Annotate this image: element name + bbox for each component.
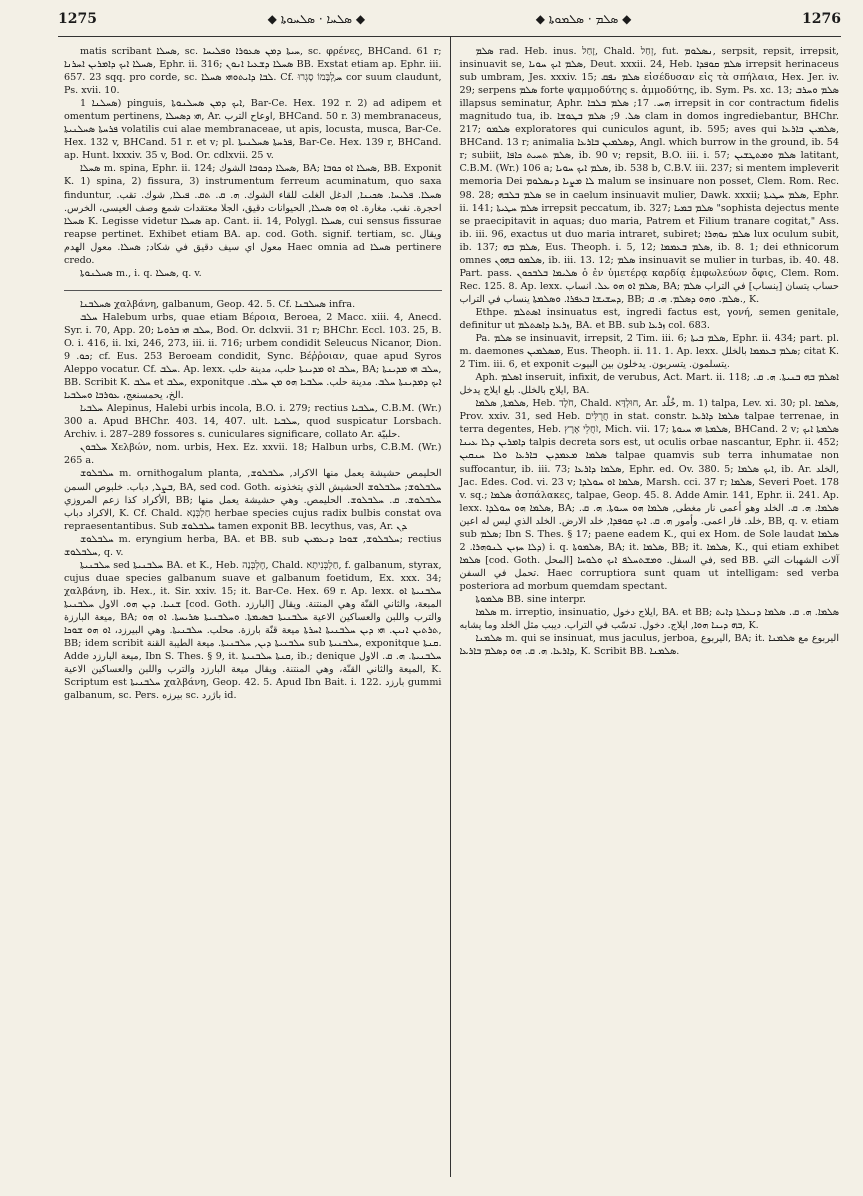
dictionary-entry: ܣܠܡܬܐ, ܣܠܡܐ, Heb. חֹלֶד, Chald. חוּלְדָּא, Ar. خُلْد, m. 1) talpa, Lev. xi. 30; pl. ܣܠܡܐ, Prov. xxiv. 31, sed Heb. חֲרֻלִּים in stat. constr. ܣܠܡܐ ܕܐܪܥܐ talpae terrenae, in terra degentes, Heb. זֹחֲלֵי אֶרֶץ, Mich. vii. 17; ܣܠܡܬܐ ܗܝ ܚܝܘܬܐ, BHCand. 2 v; ܣܠܡܬܐ ܐܝܟ ܕܐܡܪܝܢ ܕܠܐ ܥܝܢܐ talpis decreta sors est, ut oculis orbae nascantur, Ephr. ii. 452; ܣܠܡܐ ܡܥܡܕܝܢ ܒܐܪܥܐ ܘܠܐ ܚܢܩܝܢ talpae quamvis sub terra inhumatae non suffocantur, ib. iii. 73; ܣܠܡܐ ܕܐܪܥܐ, Ephr. ed. Ov. 380. 5; ܐܝܟ ܣܠܡܐ, ib. Ar. الخلد, Jac. Edes. Cod. vi. 23 v; ܣܠܡܐ ܐܘ ܚܘܠܕܐ, Marsh. cci. 37 r; ܣܠܡܐ, Severi Poet. 178 v. sq.; ܣܠܡܐ ἀσπάλακες, talpae, Geop. 45. 8. Adde Amir. 141, Ephr. ii. 241. Ap. lexx. ܣܠܡܐ ܗܘ ܚܘܠܕܐ, BA; ܣܠܡܐ. ܗ. ܩ. الخلد وهو أعمى نار مغطى, ܣܠܡܐ ܗܘ ܚܝܘܬܐ. ܗ. ܩ. خلد. فار اعمى. وأمور ܗ. ܩ. ܐܝܟ ܩܘܦܕܐ, خلد الارض. الخلد الذي ليس له اعين, BB, q. v. etiam sub ܣܠܡ; Ibn S. Thes. § 17; paene eadem K., qui ex Hom. de Sole laudat ܣܠܡܐ ܕܠܐ ܚܙܝܢ ܠܢܘܗܪܐ. 2) i. q. ܣܠܡܘܬܐ, BA; it. ܣܠܡܐ, BB; it. ܣܠܡܐ, K., qui etiam exhibet ܣܠܡܐ [cod. Goth. المحل] في السفل. ܘܡܫܬܚܠܦ ܐܝܟ ܘܠܘܚܐ, sed BB. آلات الشهبات التي تحمل في السفن. Haec corruptiora sunt quam ut intelligam: sed verba posteriora ad morbum quemdam spectant. [459, 398, 840, 592]
right-running-head: ◆ ܣܠܡ · ܣܠܡܘܬܐ ◆ [535, 11, 632, 26]
dictionary-entry: ܣܠܡܐ m. irreptio, insinuatio, ايلاج دخول, BA. et BB; ܣܠܡܐ. ܗ. ܩ. ܣܠܡܐ ܕܢܥܠܬܐ ܕܐܝܬ ܒܗ ܕܝܢܐ ܗܘܐ, ايلاج. دخول. تدسّب في التراب. ديبب مثل الخلد وما يشابه, K. [459, 607, 840, 632]
dictionary-entry: ܣܠܡܘܬܐ BB. sine interpr. [475, 593, 586, 605]
dictionary-entry: ܣܠܡ rad. Heb. inus. זָחַל, Chald. זְחַל, fut. ܢܣܠܘܡ, serpsit, repsit, irrepsit, insinuavit se, ܣܠܡ ܐܝܟ ܚܘܝܐ, Deut. xxxii. 24, Heb. ܣܠܡ ܩܘܦܕܐ irrepsit herinaceus sub umbram, Jes. xxxiv. 15; ܣܠܡ ܢܦܩ εἰσέδυσαν εἰς τὰ σπήλαια, Hex. Jer. iv. 29; serpens ܣܠܡ forte ψαμμοδύτης s. ἀμμοδύτης, ib. Sym. Ps. xc. 13; ܣܠܡ ܘܚܪܒ illapsus seminatur, Aphr. ܗܚ. 17; ܣܠܡ ܒܠܒܐ irrepsit in cor contractum fidelis magnitudo tua, ib. ܣܠ. 9; ܣܠܡ ܒܛܘܫܐ clam in domos ingrediebantur, BHChr. 217; ܣܠܡܘ exploratores qui cuniculos agunt, ib. 595; aves qui ܣܠܡܝܢ ܒܐܪܥܐ, BHCand. 13 r; animalia ܕܣܠܡܝܢ ܒܐܪܥܐ, Angl. which burrow in the ground, ib. 54 r; subiit, ܣܠܡ ܬܚܝܬ ܟܐܦܐ, ib. 90 v; repsit, B.O. iii. i. 57; ܣܠܡ ܘܡܬܛܫܝܢ latitant, C.B.M. (Wr.) 106 a; ܣܠܡ ܐܝܟ ܚܘܝܐ, ib. 538 b, C.B.V. iii. 237; si mentem impleverit memoria Dei ܠܐ ܡܨܝܐ ܕܢܣܠܘܡ malum se insinuare non posset, Clem. Rom. Rec. 98. 28; ܣܠܡ ܒܠܒܗ se in caelum insinuavit mulier, Dawk. xxxii; ܣܠܡ ܚܛܝܬܐ, Ephr. ii. 141; ܣܠܡ ܚܛܝܬܐ irrepsit peccatum, ib. 327; ܣܠܡ ܒܡܝܐ "sophista dejectus mente se praecipitavit in aquas; duo maria, Patrem et Filium tranare cogitat," Ass. ib. iii. 96, exactus ut duo maria intraret, subiret; ܣܠܡ ܢܘܗܪܐ lux oculum subit, ib. 137; ܣܠܡ ܒܗ, Eus. Theoph. i. 5, 12; ܣܠܡ ܒܥܡܡܐ, ib. 8. 1; dei ethnicorum omnes ܣܠܡܘ ܒܗܘܢ, ib. iii. 13. 12; ܣܠܡ insinuavit se mulier in turbas, ib. 40. 48. Part. pass. ܣܠܝܡܐ ܒܠܒܟܘܢ ὁ ἐν ὑμετέρᾳ καρδίᾳ ἐμφωλεύων ὄφις, Clem. Rom. Rec. 125. 8. Ap. lexx. ܣܠܡ ܐܘ ܗܘ ܥܠ. انساب, BA; حساب يتسان [ينساب] في التراب ܣܠܡ ܕܚܫܝܫܐ ܒܥܦܪܐ. ܘܣܠܡܬܐ ينساب في التراب, BB; ܣܠܡ. ܘܗܘ ܕܣܠܡ. ܗ. ܩ., K. [459, 46, 840, 305]
dictionary-entry: ܣܚܠܐ m. spina, Ephr. ii. 124; ܣܚܠܐ ܕܟܘܒܐ الشوك, BA; ܣܚܠܐ ܐܘ ܟܘܒܐ, BB. Exponit K. 1) spina, 2) fissura, 3) instrumentum ferreum acuminatum, quo saxa finduntur, ܣܚܠܐ. ܦܠܝܚܐ. ܣܟܝܢܐ, الدغل الغلت للقاء الشوك. ܗ. ܩ. ܬܩ. ܦܝܠܐ, شوك. تقب. احجرة. نقب. مغارة. ܐܘ ܗܘ ܣܚܠܐ, الحيوانات دقيق، الجلا معتقدات شمع وصف العيسى، الخرس. ܣܚܠܐ K. Legisse videtur ܣܚܠܐ ap. Cant. ii. 14, Polygl. ܣܚܠܐ, cui sensus fissurae reapse pertinet. Exhibet etiam BA. ap. cod. Goth. signif. tertiam, sc. ويقال معول اي سيف دقيق في شكاد; ܣܚܠܐ. معول الهدم Haec omnia ad ܣܚܠܐ pertinere credo. [64, 163, 442, 266]
right-column [450, 37, 842, 1177]
dictionary-entry: ܣܠܡܢܐ m. qui se insinuat, mus jaculus, jerboa, اليربوع, BA; it. اليربوع مع ܣܠܡܢܐ ܕܐܪܥܐ. ܗ. ܩ. ܗܘ ܕܣܠܡ ܒܐܪܥܐ, K. Scribit BB. ܣܠܡܢܐ. [459, 633, 839, 658]
dictionary-entry: ܚܠܒܝܐ Alepinus, Halebi urbis incola, B.O. i. 279; rectius ܚܠܒܝܐ, C.B.M. (Wr.) 300 a. Apud BHChr. 403. 14, 407. ult. ܚܠܒܝܐ, quod suspicatur Lorsbach. Archiv. i. 287–289 fossores s. cuniculares significare, collato Ar. حلبيّة. [64, 403, 442, 441]
dictionary-entry: Pa. ܣܠܡ se insinuavit, irrepsit, 2 Tim. iii. 6; ܣܠܡ ܒܝܬܐ, Ephr. ii. 434; part. pl. m. daemones ܡܣܠܡܝܢ, Eus. Theoph. ii. 11. 1. Ap. lexx. ܣܠܡ ܒܥܡܡܐ بالخلل; citat K. 2 Tim. iii. 6, et exponit يتسلمون. يتسربون. يدخلون بين البيوت. [459, 333, 840, 371]
left-column [58, 37, 450, 1177]
dictionary-entry: Ethpe. ܐܣܬܠܡ insinuatus est, ingredi factus est, γονή, semen genitale, definitur ut ܙܪܥܐ ܕܐܣܬܠܡ, BA. et BB. sub ܙܪܥܐ col. 683. [459, 306, 839, 331]
dictionary-entry: matis scribant ܣܚܠܐ, sc. ܚܝܬܐ ܕܡܢ ܣܥܘܪܐ ܘܦܠܝܚܐ, sc. φρένες, BHCand. 61 r; ܣܚܠܐ ܐܝܟ ܕܐܡܪܝܢ ܐܚܪܢܐ, Ephr. ii. 316; ܣܚܠܐ ܕܫܥܝܐ ܐܢܘܢ BB. Exstat etiam ap. Ephr. iii. 657. 23 sqq. pro corde, sc. ܠܒܐ ܕܐܝܬܘܗܝ ܣܚܠܐ. Cf. ܚֶלְבָּמוֹ סָגְרוּ cor suum claudunt, Ps. xvii. 10. [64, 46, 442, 97]
dictionary-entry: ܚܠܒܢܝܬܐ sed ܚܠܒܢܝܬܐ BA. et K., Heb. חֶלְבְּנָה, Chald. חַלְבְּנִיתָא, f. galbanum, styrax, cujus duae species galbanum suave et galbanum foetidum, Ex. xxx. 34; χαλβάνη, ib. Hex., it. Sir. xxiv. 15; it. Bar-Ce. Hex. 69 r. Ap. lexx. ܚܠܒܢܝܬܐ ܐܘ ܫܢܝܐ. ܕܝܢ ܗܘ. الاول ܚܠܒܢܝܬܐ [cod. Goth. البارزد] المبعة، والثاني القنّة وهي المنتنة. ويقال ميعة البارزة, BA; والترب واللبن والعساكين الاعية ܚܠܒܢܝܬܐ ܒܣܝܡܬܐ. ܘܚܠܒܢܝܬܐ ܣܪܝܚܬܐ. ܐܘ ܗܘ ܬܪܬܝܢ ܐܢܝܢ. ܗܝ ܕܝܢ ܚܠܒܢܝܬܐ ܐܚܪܬܐ ميعة قنّة بارزة. محلب. ܚܠܒܢܝܬܐ. وهي البيرزد، ܐܘ ܗܘ ܫܘܟܐ, BB; idem scribit ܚܠܒܢܝܬܐ ܕܝܢ, ܚܠܒܢܝܬܐ. ميعة الطيبة القنة sub ܚܠܒܢܝܬܐ, exponitque ܩܢܬܐ. Adde ميعة البارزد, Ibn S. Thes. § 9, it. ܩܢܬܐ ܚܠܒܢܝܬܐ, ib.; denique ܚܠܒܢܝܬܐ. ܗ. ܩ. الاول الميعة والثاني القنّة، وهي المنتنة. ويقال ميعة البارزد والترب واللبن والعساكين الاعية, K. Scriptum est ܚܠܒܢܝܬܐ χαλβάνη, Geop. 42. 5. Apud Ibn Bait. i. 122. بارزد gummi galbanum, sc. Pers. بيرزه sc. باژرد id. [64, 559, 442, 702]
dictionary-entry: ܚܠܒܠܘܫ m. eryngium herba, BA. et BB. sub ܚܠܒܠܘܫ, ܫܘܟܐ ܕܢܥܡܝܢ; rectius ܚܠܒܠܘܫ, q. v. [64, 533, 442, 558]
left-page-number: 1275 [58, 11, 97, 27]
dictionary-entry: ܣܚܠܒܢܐ χαλβάνη, galbanum, Geop. 42. 5. Cf. ܣܚܠܒܢܐ infra. [64, 290, 442, 311]
dictionary-entry: ܚܠܒ Halebum urbs, quae etiam Βέροια, Beroea, 2 Macc. xiii. 4, Anecd. Syr. i. 70, App. 20; ܚܠܒ ܗܝ ܒܪܘܝܐ, Bod. Or. dclxvii. 31 r; BHChr. Eccl. 103. 25, B. O. i. 416, ii. lxi, 246, 273, iii. ii. 716; urbem condidit Seleucus Nicanor, Dion. ܟܘ. 9; cf. Eus. 253 Beroeam condidit, Sync. Βέῤῥοιαν, quae apud Syros Aleppo vocatur. Cf. ܚܠܒ. Ap. lexx. ܚܠܒ ܐܘ ܡܕܝܢܬܐ حلب، مدينة حلب, BA; ܚܠܒ ܗܝ ܡܕܝܢܬܐ, BB. Scribit K. ܚܠܒ et ܚܠܒ, exponitque ܐܝܟ ܕܡܕܝܢܬܐ ܚܠܒ. مدينة حلب. ܚܠܒܝܐ ܗܘ ܡܢ ܚܠܒ. الخ، يحمسنعج، ܥܘܪܒܐ ܘܚܠܒܝܐ. [64, 311, 442, 402]
dictionary-entry: ܚܠܒܠܘܫ m. ornithogalum planta, الحليمص حشيشة يعمل منها الاكراد, ܚܠܒܠܘܫ, ܒܨܠ, دباب. خلبوص السمن, BA, sed cod. Goth. ܚܠܒܠܘܫ; ܚܠܒܠܘܫ الحشيش الذي يتخذونه الأكراد كذا زعم المروزي, BB; ܚܠܒܠܘܫ. ܩ. ܚܠܒܠܘܫ. الحليمص. وهي حشيشة يعمل منها الاكراد دباب, K. Cf. Chald. חַלְבְּנָא herbae species cujus radix bulbis constat ova repraesentantibus. Sub ܚܠܒܠܘܫ tamen exponit BB. lecythus, vas, Ar. ܕܢ. [64, 468, 442, 532]
right-page-number: 1276 [802, 11, 841, 27]
columns [58, 37, 841, 1177]
dictionary-entry: Aph. ܐܣܠܡ inseruit, infixit, de verubus, Act. Mart. ii. 118; ܐܣܠܡ ܒܗ ܒܢܝܬܐ. ܗ. ܩ. ايلاج بالخلل. بلع ايلاج يدخل, BA. [459, 372, 839, 397]
dictionary-entry: ܚܠܒܘܢ Χελβών, nom. urbis, Hex. Ez. xxvii. 18; Halbun urbs, C.B.M. (Wr.) 265 a. [64, 442, 442, 467]
dictionary-entry: ܣܚܠܢܘܬܐ m., i. q. ܣܚܠܐ, q. v. [80, 267, 202, 279]
left-running-head: ◆ ܣܠܚܐ · ܣܠܚܘܬܐ ◆ [267, 11, 366, 26]
dictionary-entry: ܣܚܠܢܐ 1) pinguis, ܐܝܟ ܕܡܢ ܣܚܠܢܘܬܐ, Bar-Ce. Hex. 192 r. 2) ad adipem et omentum pertinens, ܗܝ ܕܣܚܠܐ, Ar. اوعاح الترب, BHCand. 50 r. 3) membranaceus, ܦܪܚܬܐ ܣܚܠܢܝܬܐ volatilis cui alae membranaceae, ut apis, locusta, musca, Bar-Ce. Hex. 132 v, BHCand. 51 r. et v; pl. ܦܪܚܬܐ ܣܚܠܢܝܬܐ, Bar-Ce. Hex. 139 r, BHCand. ap. Hunt. lxxxiv. 35 v, Bod. Or. cdlxvii. 25 v. [64, 98, 442, 162]
page-header [58, 6, 841, 32]
